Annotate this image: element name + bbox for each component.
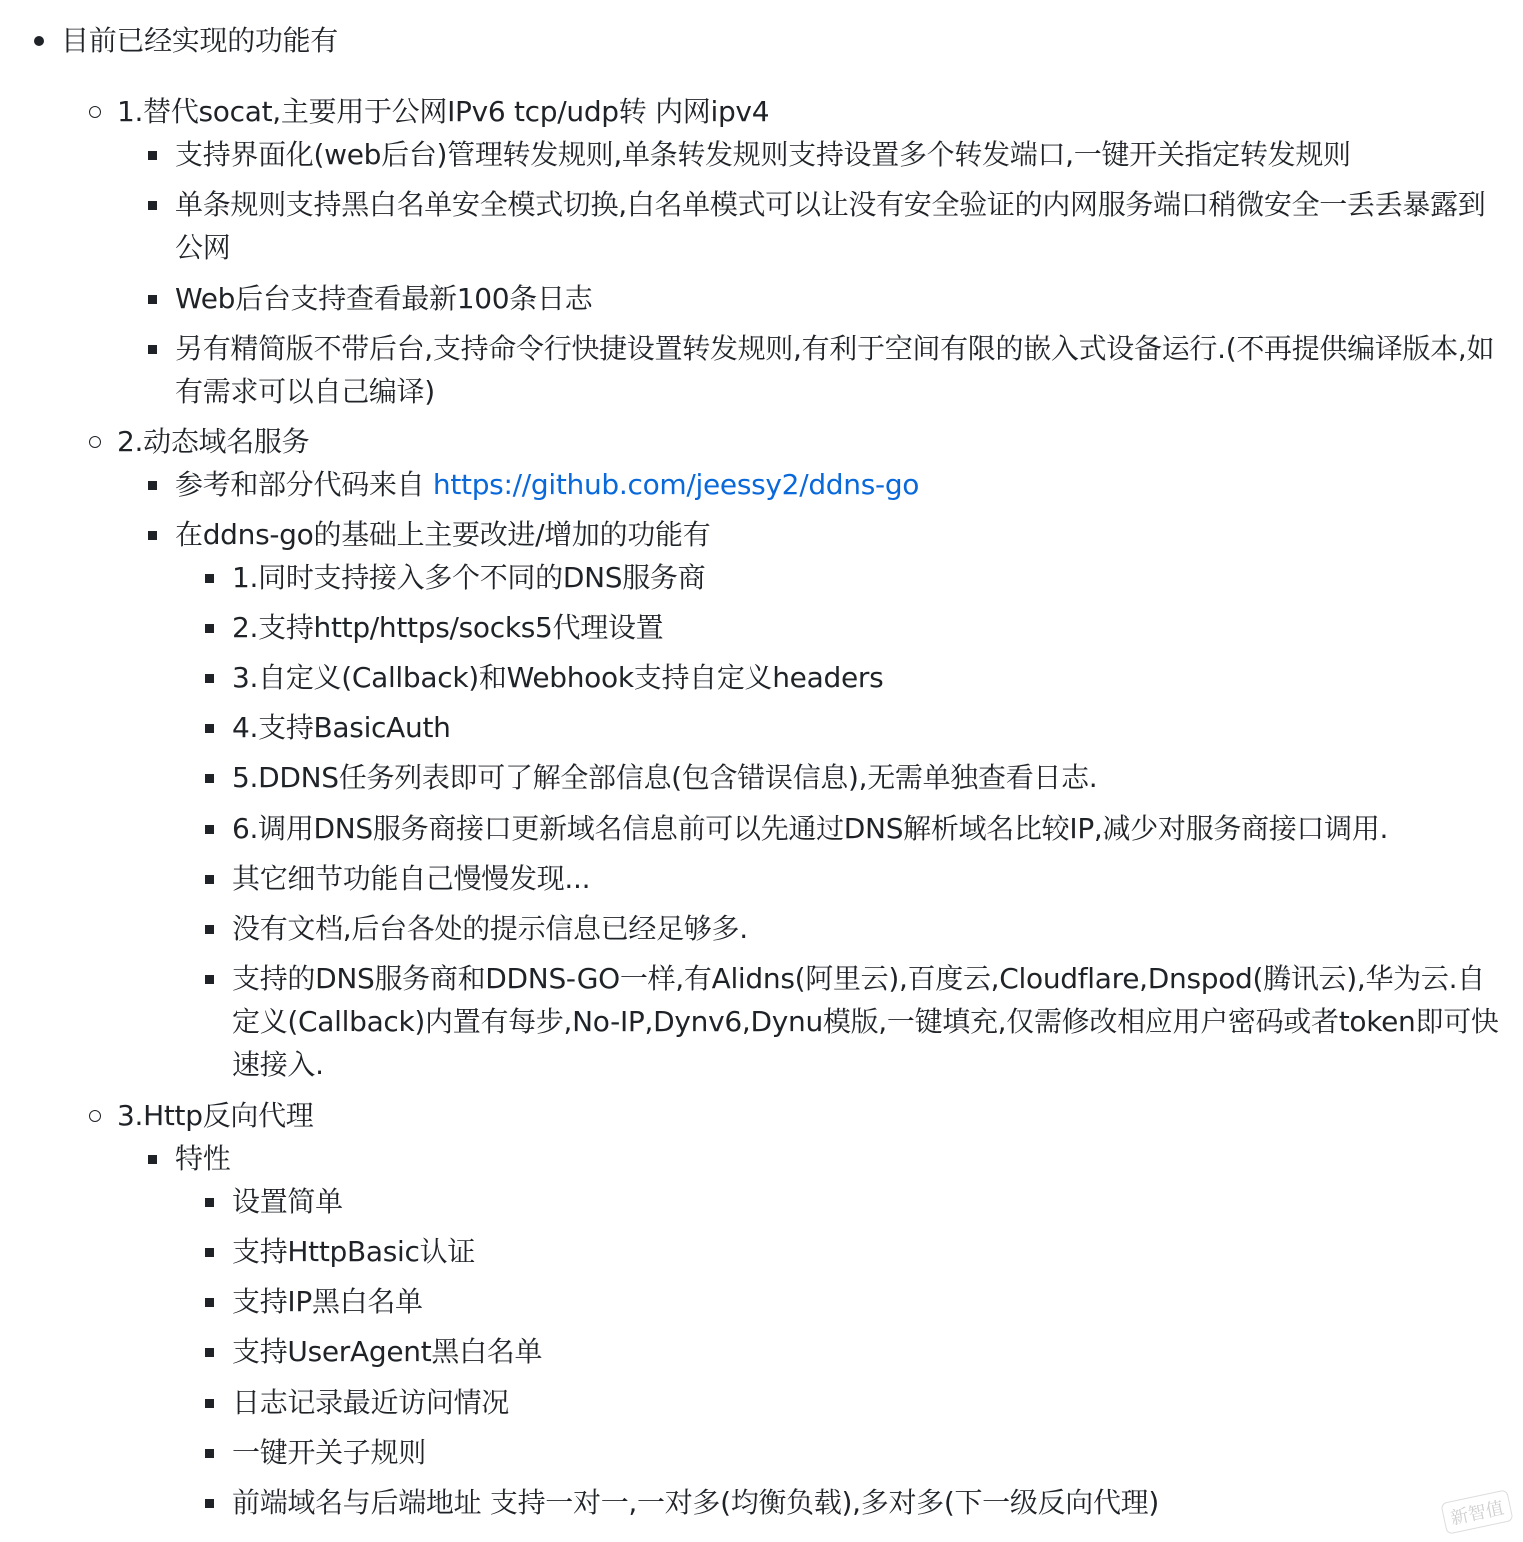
square-bullet-icon: [205, 1298, 214, 1307]
list-item: [175, 463, 919, 506]
list-item: 4.支持BasicAuth: [232, 711, 451, 744]
square-bullet-icon: [205, 1499, 214, 1508]
square-bullet-icon: [148, 1155, 157, 1164]
list-item: 2.支持http/https/socks5代理设置: [232, 611, 664, 644]
list-item: 日志记录最近访问情况: [232, 1386, 510, 1419]
square-bullet-icon: [205, 774, 214, 783]
list-item: 特性: [175, 1142, 231, 1175]
list-item: 单条规则支持黑白名单安全模式切换,白名单模式可以让没有安全验证的内网服务端口稍微安全一丢丢暴露到公网: [175, 188, 1486, 264]
list-item: 另有精简版不带后台,支持命令行快捷设置转发规则,有利于空间有限的嵌入式设备运行.(不再提供编译版本,如有需求可以自己编译): [175, 332, 1495, 408]
square-bullet-icon: [205, 1449, 214, 1458]
list-item: 支持界面化(web后台)管理转发规则,单条转发规则支持设置多个转发端口,一键开关指定转发规则: [175, 138, 1351, 171]
square-bullet-icon: [205, 1198, 214, 1207]
list-item: 一键开关子规则: [232, 1436, 426, 1469]
watermark-logo: 新智值: [1440, 1489, 1513, 1534]
list-item: 其它细节功能自己慢慢发现...: [232, 862, 591, 895]
section-label: 3.Http反向代理: [117, 1099, 314, 1132]
ddns-go-link[interactable]: https://github.com/jeessy2/ddns-go: [432, 468, 920, 501]
square-bullet-icon: [205, 724, 214, 733]
list-item: 在ddns-go的基础上主要改进/增加的功能有: [175, 518, 711, 551]
section-label: 1.替代socat,主要用于公网IPv6 tcp/udp转 内网ipv4: [117, 95, 770, 128]
square-bullet-icon: [148, 345, 157, 354]
square-bullet-icon: [148, 531, 157, 540]
list-item: 支持IP黑白名单: [232, 1285, 423, 1318]
square-bullet-icon: [205, 624, 214, 633]
square-bullet-icon: [148, 201, 157, 210]
square-bullet-icon: [205, 825, 214, 834]
list-item: 前端域名与后端地址 支持一对一,一对多(均衡负载),多对多(下一级反向代理): [232, 1486, 1160, 1519]
list-item: 支持HttpBasic认证: [232, 1235, 476, 1268]
circle-bullet-icon: [89, 436, 101, 448]
list-item: 6.调用DNS服务商接口更新域名信息前可以先通过DNS解析域名比较IP,减少对服务商接口调用.: [232, 812, 1389, 845]
list-item: 支持的DNS服务商和DDNS-GO一样,有Alidns(阿里云),百度云,Cloudflare,Dnspod(腾讯云),华为云.自定义(Callback)内置有每步,No-IP,Dynv6,Dynu模版,一键填充,仅需修改相应用户密码或者token即可快速接入.: [232, 962, 1499, 1081]
list-item: 1.同时支持接入多个不同的DNS服务商: [232, 561, 706, 594]
list-item: 支持UserAgent黑白名单: [232, 1335, 543, 1368]
square-bullet-icon: [205, 574, 214, 583]
list-item: 设置简单: [232, 1185, 343, 1218]
list-item: 3.自定义(Callback)和Webhook支持自定义headers: [232, 661, 884, 694]
disc-bullet-icon: [34, 36, 44, 46]
list-item: 5.DDNS任务列表即可了解全部信息(包含错误信息),无需单独查看日志.: [232, 761, 1098, 794]
square-bullet-icon: [148, 295, 157, 304]
reference-prefix: 参考和部分代码来自: [175, 468, 433, 501]
list-item: Web后台支持查看最新100条日志: [175, 282, 593, 315]
square-bullet-icon: [205, 925, 214, 934]
square-bullet-icon: [205, 1248, 214, 1257]
square-bullet-icon: [205, 975, 214, 984]
square-bullet-icon: [205, 1348, 214, 1357]
square-bullet-icon: [148, 151, 157, 160]
square-bullet-icon: [205, 674, 214, 683]
list-title: 目前已经实现的功能有: [61, 24, 339, 57]
list-item: 没有文档,后台各处的提示信息已经足够多.: [232, 912, 748, 945]
square-bullet-icon: [205, 875, 214, 884]
circle-bullet-icon: [89, 106, 101, 118]
square-bullet-icon: [148, 481, 157, 490]
section-label: 2.动态域名服务: [117, 425, 310, 458]
circle-bullet-icon: [89, 1110, 101, 1122]
square-bullet-icon: [205, 1399, 214, 1408]
